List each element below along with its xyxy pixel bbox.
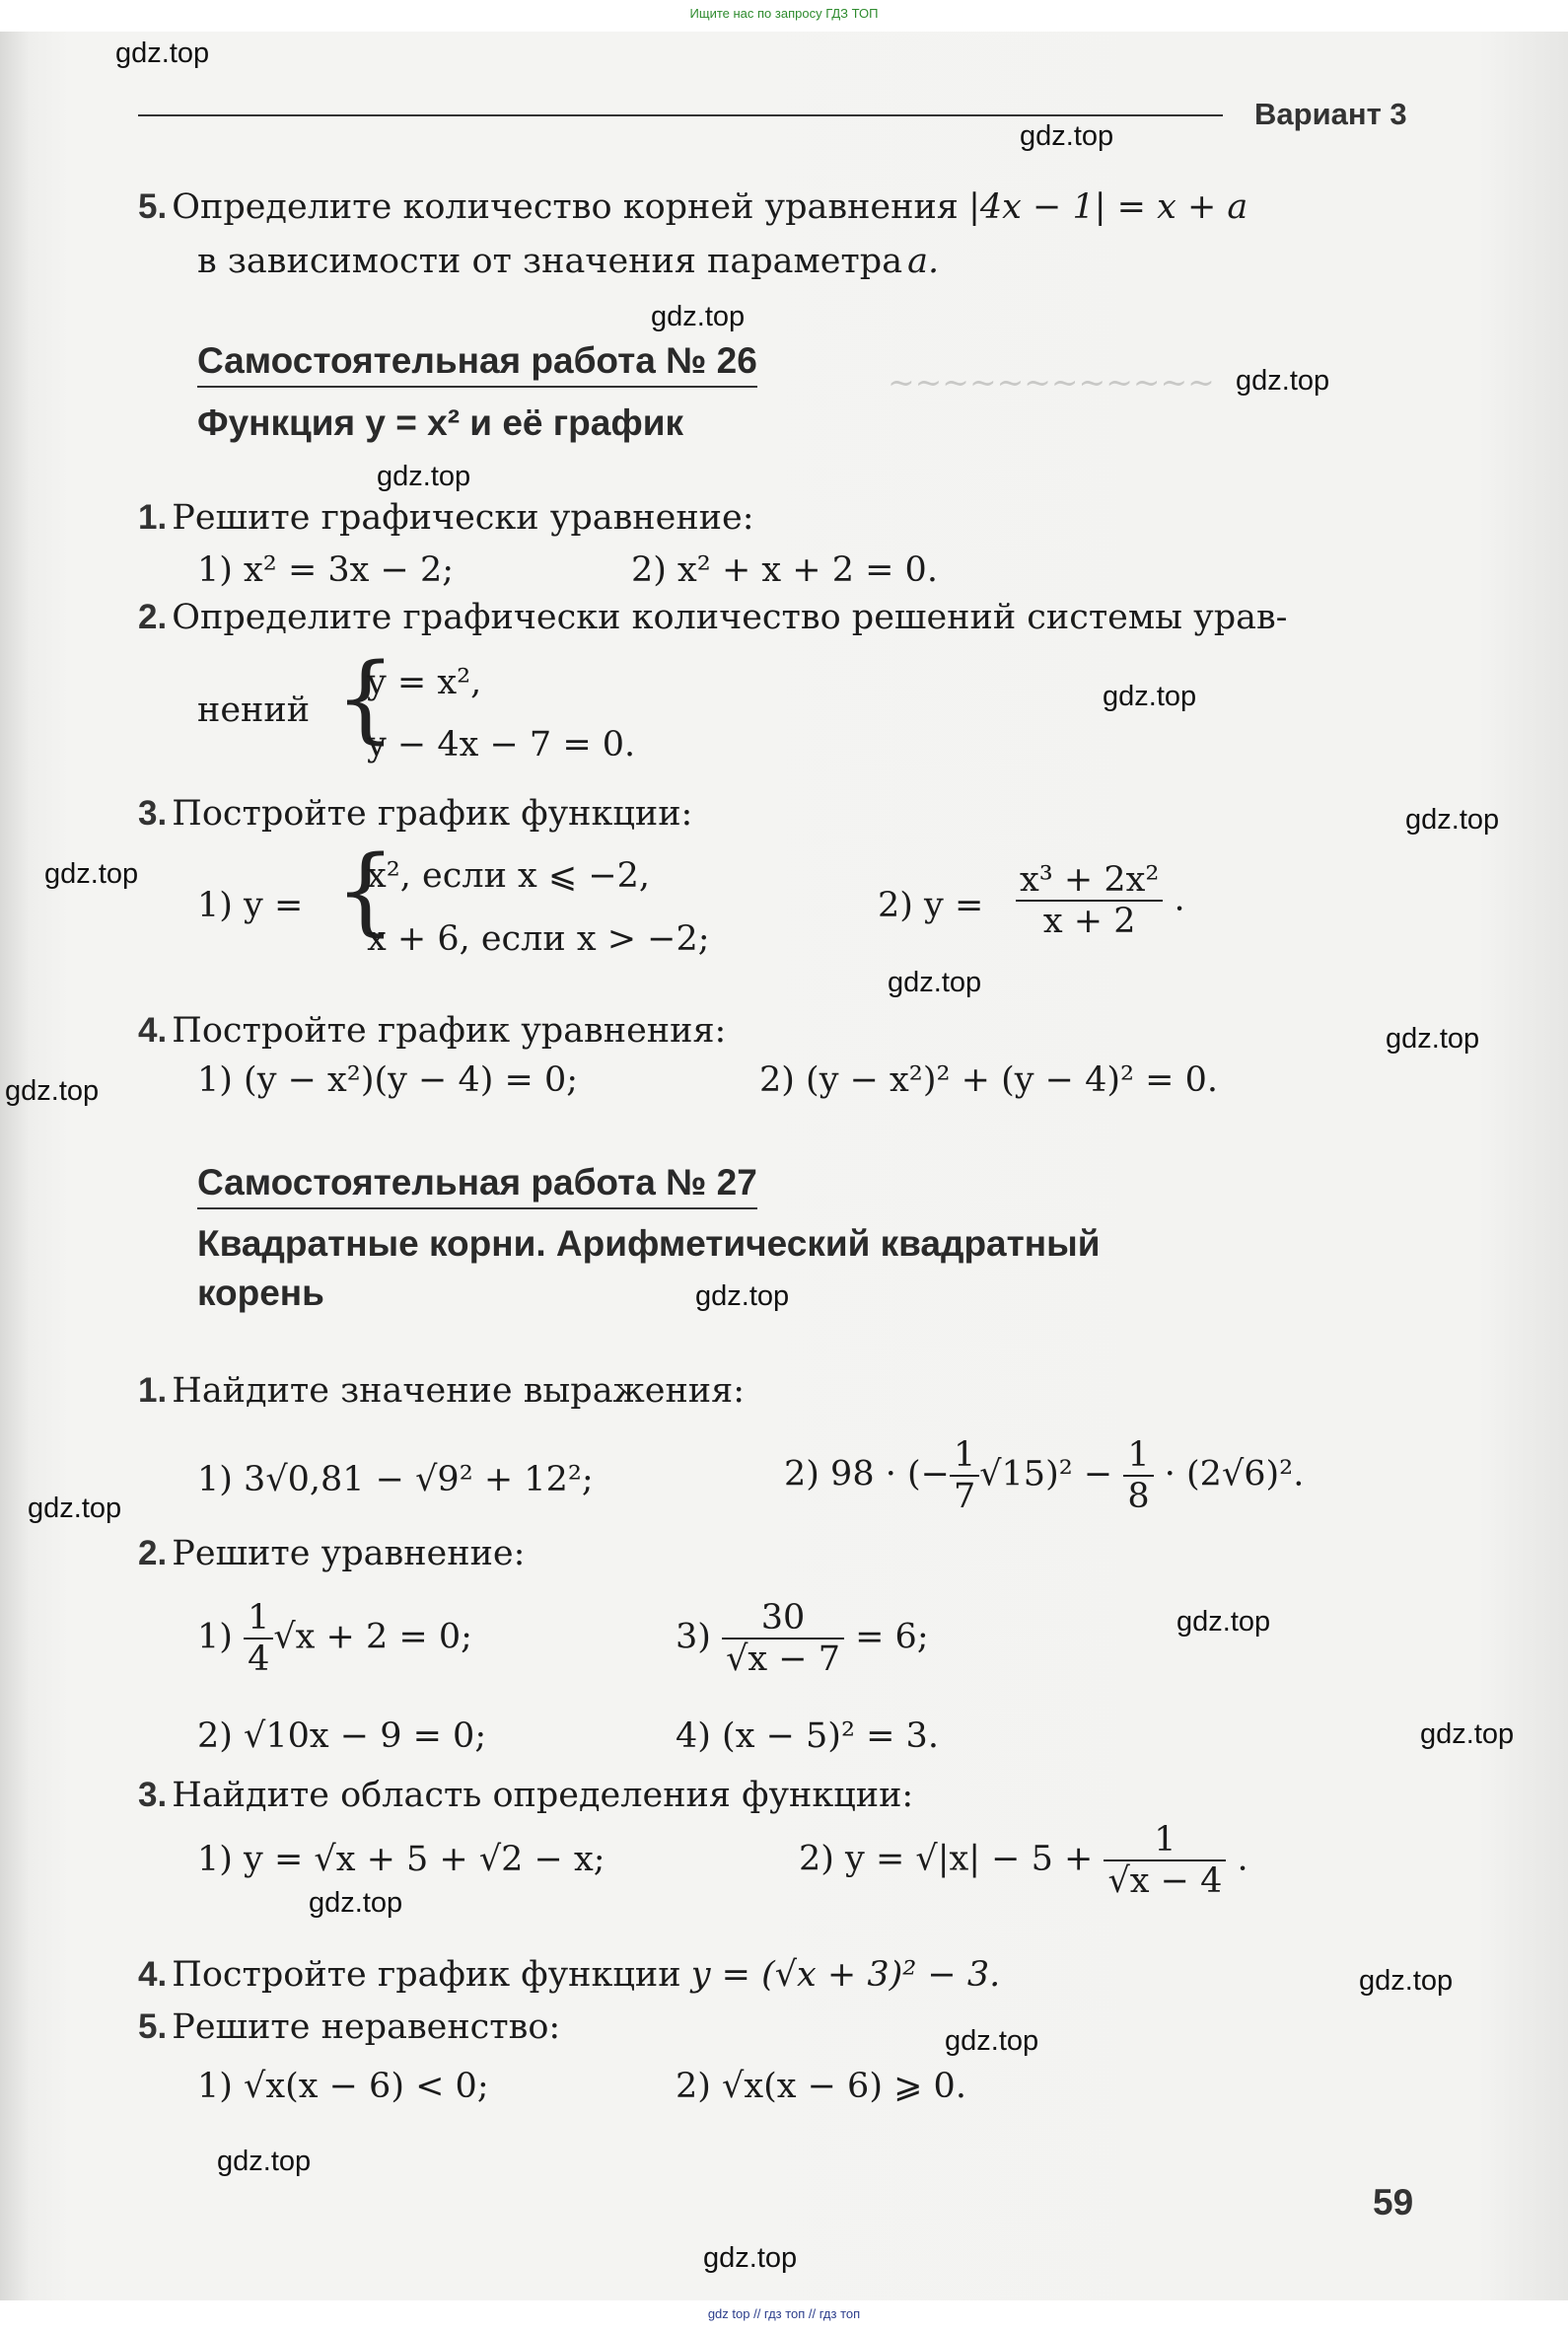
watermark: gdz.top	[377, 461, 471, 492]
watermark: gdz.top	[703, 2242, 798, 2274]
task-27-1	[138, 1371, 745, 1411]
task-text: Постройте график функции	[172, 1955, 681, 1995]
task-number: 1.	[138, 1371, 168, 1410]
denominator: x + 2	[1042, 902, 1136, 941]
system-brace: {	[335, 643, 396, 754]
task-26-4-b: 2) (y − x²)² + (y − 4)² = 0.	[759, 1060, 1219, 1100]
section-title-27: Самостоятельная работа № 27	[197, 1162, 757, 1209]
task-text: Определите графически количество решений системы урав-	[172, 598, 1288, 637]
task-26-3-b-label: 2) y =	[878, 886, 984, 925]
numerator: 1	[950, 1435, 979, 1477]
task-number: 4.	[138, 1011, 168, 1050]
task-27-2-b: 2) √10x − 9 = 0;	[197, 1716, 487, 1756]
piecewise-brace: {	[335, 836, 396, 946]
denominator: √x − 7	[726, 1640, 840, 1679]
task-text: Найдите значение выражения:	[172, 1371, 745, 1411]
task-text: в зависимости от значения параметра	[197, 242, 903, 281]
task-5	[138, 187, 1247, 227]
task-27-5	[138, 2007, 560, 2047]
task-number: 2.	[138, 1534, 168, 1572]
top-note: Ищите нас по запросу ГДЗ ТОП	[689, 6, 879, 21]
task-number: 4.	[138, 1955, 168, 1994]
expr-part: · (2√6)².	[1164, 1454, 1305, 1494]
task-text: Решите уравнение:	[172, 1534, 526, 1573]
task-26-3-a-label: 1) y =	[197, 886, 304, 925]
task-26-4-a: 1) (y − x²)(y − 4) = 0;	[197, 1060, 579, 1100]
period: .	[1237, 1839, 1248, 1879]
task-text: Определите количество корней уравнения	[172, 187, 959, 227]
piece-2: x + 6, если x > −2;	[367, 919, 710, 959]
task-5-line2	[197, 242, 939, 281]
expr-part: √x + 2 = 0;	[273, 1617, 472, 1657]
task-number: 5.	[138, 187, 168, 226]
task-26-2-cont: нений	[197, 691, 311, 730]
watermark: gdz.top	[1386, 1023, 1480, 1055]
expr-part: 2) y = √|x| − 5 +	[799, 1839, 1094, 1879]
task-text: Постройте график функции:	[172, 794, 693, 834]
task-27-3-b	[799, 1820, 1248, 1901]
label: 1)	[197, 1617, 233, 1657]
bottom-note: gdz top // гдз топ // гдз топ	[707, 2306, 861, 2321]
denominator: 4	[248, 1640, 270, 1679]
expr-part: = 6;	[855, 1617, 929, 1657]
parameter: a.	[907, 242, 940, 281]
watermark: gdz.top	[1236, 365, 1330, 397]
watermark: gdz.top	[945, 2025, 1039, 2057]
task-number: 3.	[138, 1776, 168, 1814]
numerator: 1	[1104, 1820, 1226, 1861]
numerator: x³ + 2x²	[1016, 860, 1163, 902]
task-27-1-a: 1) 3√0,81 − √9² + 12²;	[197, 1460, 594, 1499]
denominator: 8	[1127, 1477, 1150, 1516]
watermark: gdz.top	[1359, 1965, 1454, 1997]
label: 3)	[676, 1617, 711, 1657]
section-title-26: Самостоятельная работа № 26	[197, 340, 757, 388]
task-27-4	[138, 1955, 1000, 1995]
task-text: Решите графически уравнение:	[172, 498, 754, 538]
watermark: gdz.top	[5, 1075, 100, 1107]
watermark: gdz.top	[651, 301, 746, 332]
task-27-2-d: 4) (x − 5)² = 3.	[676, 1716, 939, 1756]
task-equation: y = (√x + 3)² − 3.	[690, 1955, 1001, 1995]
task-27-1-b	[784, 1435, 1304, 1516]
task-text: Найдите область определения функции:	[172, 1776, 914, 1815]
task-26-2	[138, 598, 1288, 637]
fraction	[1016, 860, 1185, 941]
piece-1: x², если x ⩽ −2,	[367, 856, 651, 896]
period: .	[1174, 879, 1185, 919]
watermark: gdz.top	[1020, 120, 1114, 152]
page-number: 59	[1373, 2182, 1414, 2223]
task-text: Решите неравенство:	[172, 2007, 561, 2047]
watermark: gdz.top	[44, 858, 139, 890]
watermark: gdz.top	[1405, 804, 1500, 836]
task-27-5-b: 2) √x(x − 6) ⩾ 0.	[676, 2067, 966, 2106]
system-eq-1: y = x²,	[367, 663, 482, 702]
task-27-5-a: 1) √x(x − 6) < 0;	[197, 2067, 489, 2106]
section-topic-27-line2: корень	[197, 1273, 324, 1313]
denominator: 7	[953, 1477, 976, 1516]
task-number: 5.	[138, 2007, 168, 2046]
task-text: Постройте график уравнения:	[172, 1011, 727, 1051]
task-27-2-c	[676, 1598, 929, 1679]
watermark: gdz.top	[1420, 1718, 1515, 1750]
bleed-through: ~~~~~~~~~~~~	[888, 363, 1215, 401]
expr-part: 2) 98 · (−	[784, 1454, 950, 1494]
task-equation: |4x − 1| = x + a	[968, 187, 1248, 227]
task-26-4	[138, 1011, 726, 1051]
watermark: gdz.top	[1103, 681, 1197, 712]
variant-label: Вариант 3	[1254, 97, 1407, 131]
watermark: gdz.top	[28, 1493, 122, 1524]
task-number: 2.	[138, 598, 168, 636]
numerator: 30	[722, 1598, 844, 1640]
watermark: gdz.top	[309, 1887, 403, 1919]
section-topic-27-line1: Квадратные корни. Арифметический квадратный	[197, 1223, 1101, 1264]
header-rule	[138, 114, 1223, 116]
task-number: 3.	[138, 794, 168, 833]
task-26-1-b: 2) x² + x + 2 = 0.	[631, 550, 938, 590]
task-number: 1.	[138, 498, 168, 537]
denominator: √x − 4	[1107, 1861, 1223, 1901]
numerator: 1	[244, 1598, 273, 1640]
watermark: gdz.top	[115, 37, 210, 69]
task-27-2	[138, 1534, 525, 1573]
expr-part: √15)² −	[979, 1454, 1113, 1494]
task-27-2-a	[197, 1598, 472, 1679]
section-topic-26: Функция y = x² и её график	[197, 402, 683, 443]
task-26-1	[138, 498, 754, 538]
system-eq-2: y − 4x − 7 = 0.	[367, 725, 636, 765]
task-26-3	[138, 794, 692, 834]
watermark: gdz.top	[695, 1280, 790, 1312]
watermark: gdz.top	[217, 2146, 312, 2177]
task-27-3-a: 1) y = √x + 5 + √2 − x;	[197, 1840, 606, 1879]
watermark: gdz.top	[1176, 1606, 1271, 1638]
numerator: 1	[1123, 1435, 1153, 1477]
watermark: gdz.top	[888, 967, 982, 998]
task-26-1-a: 1) x² = 3x − 2;	[197, 550, 455, 590]
task-27-3	[138, 1776, 913, 1815]
